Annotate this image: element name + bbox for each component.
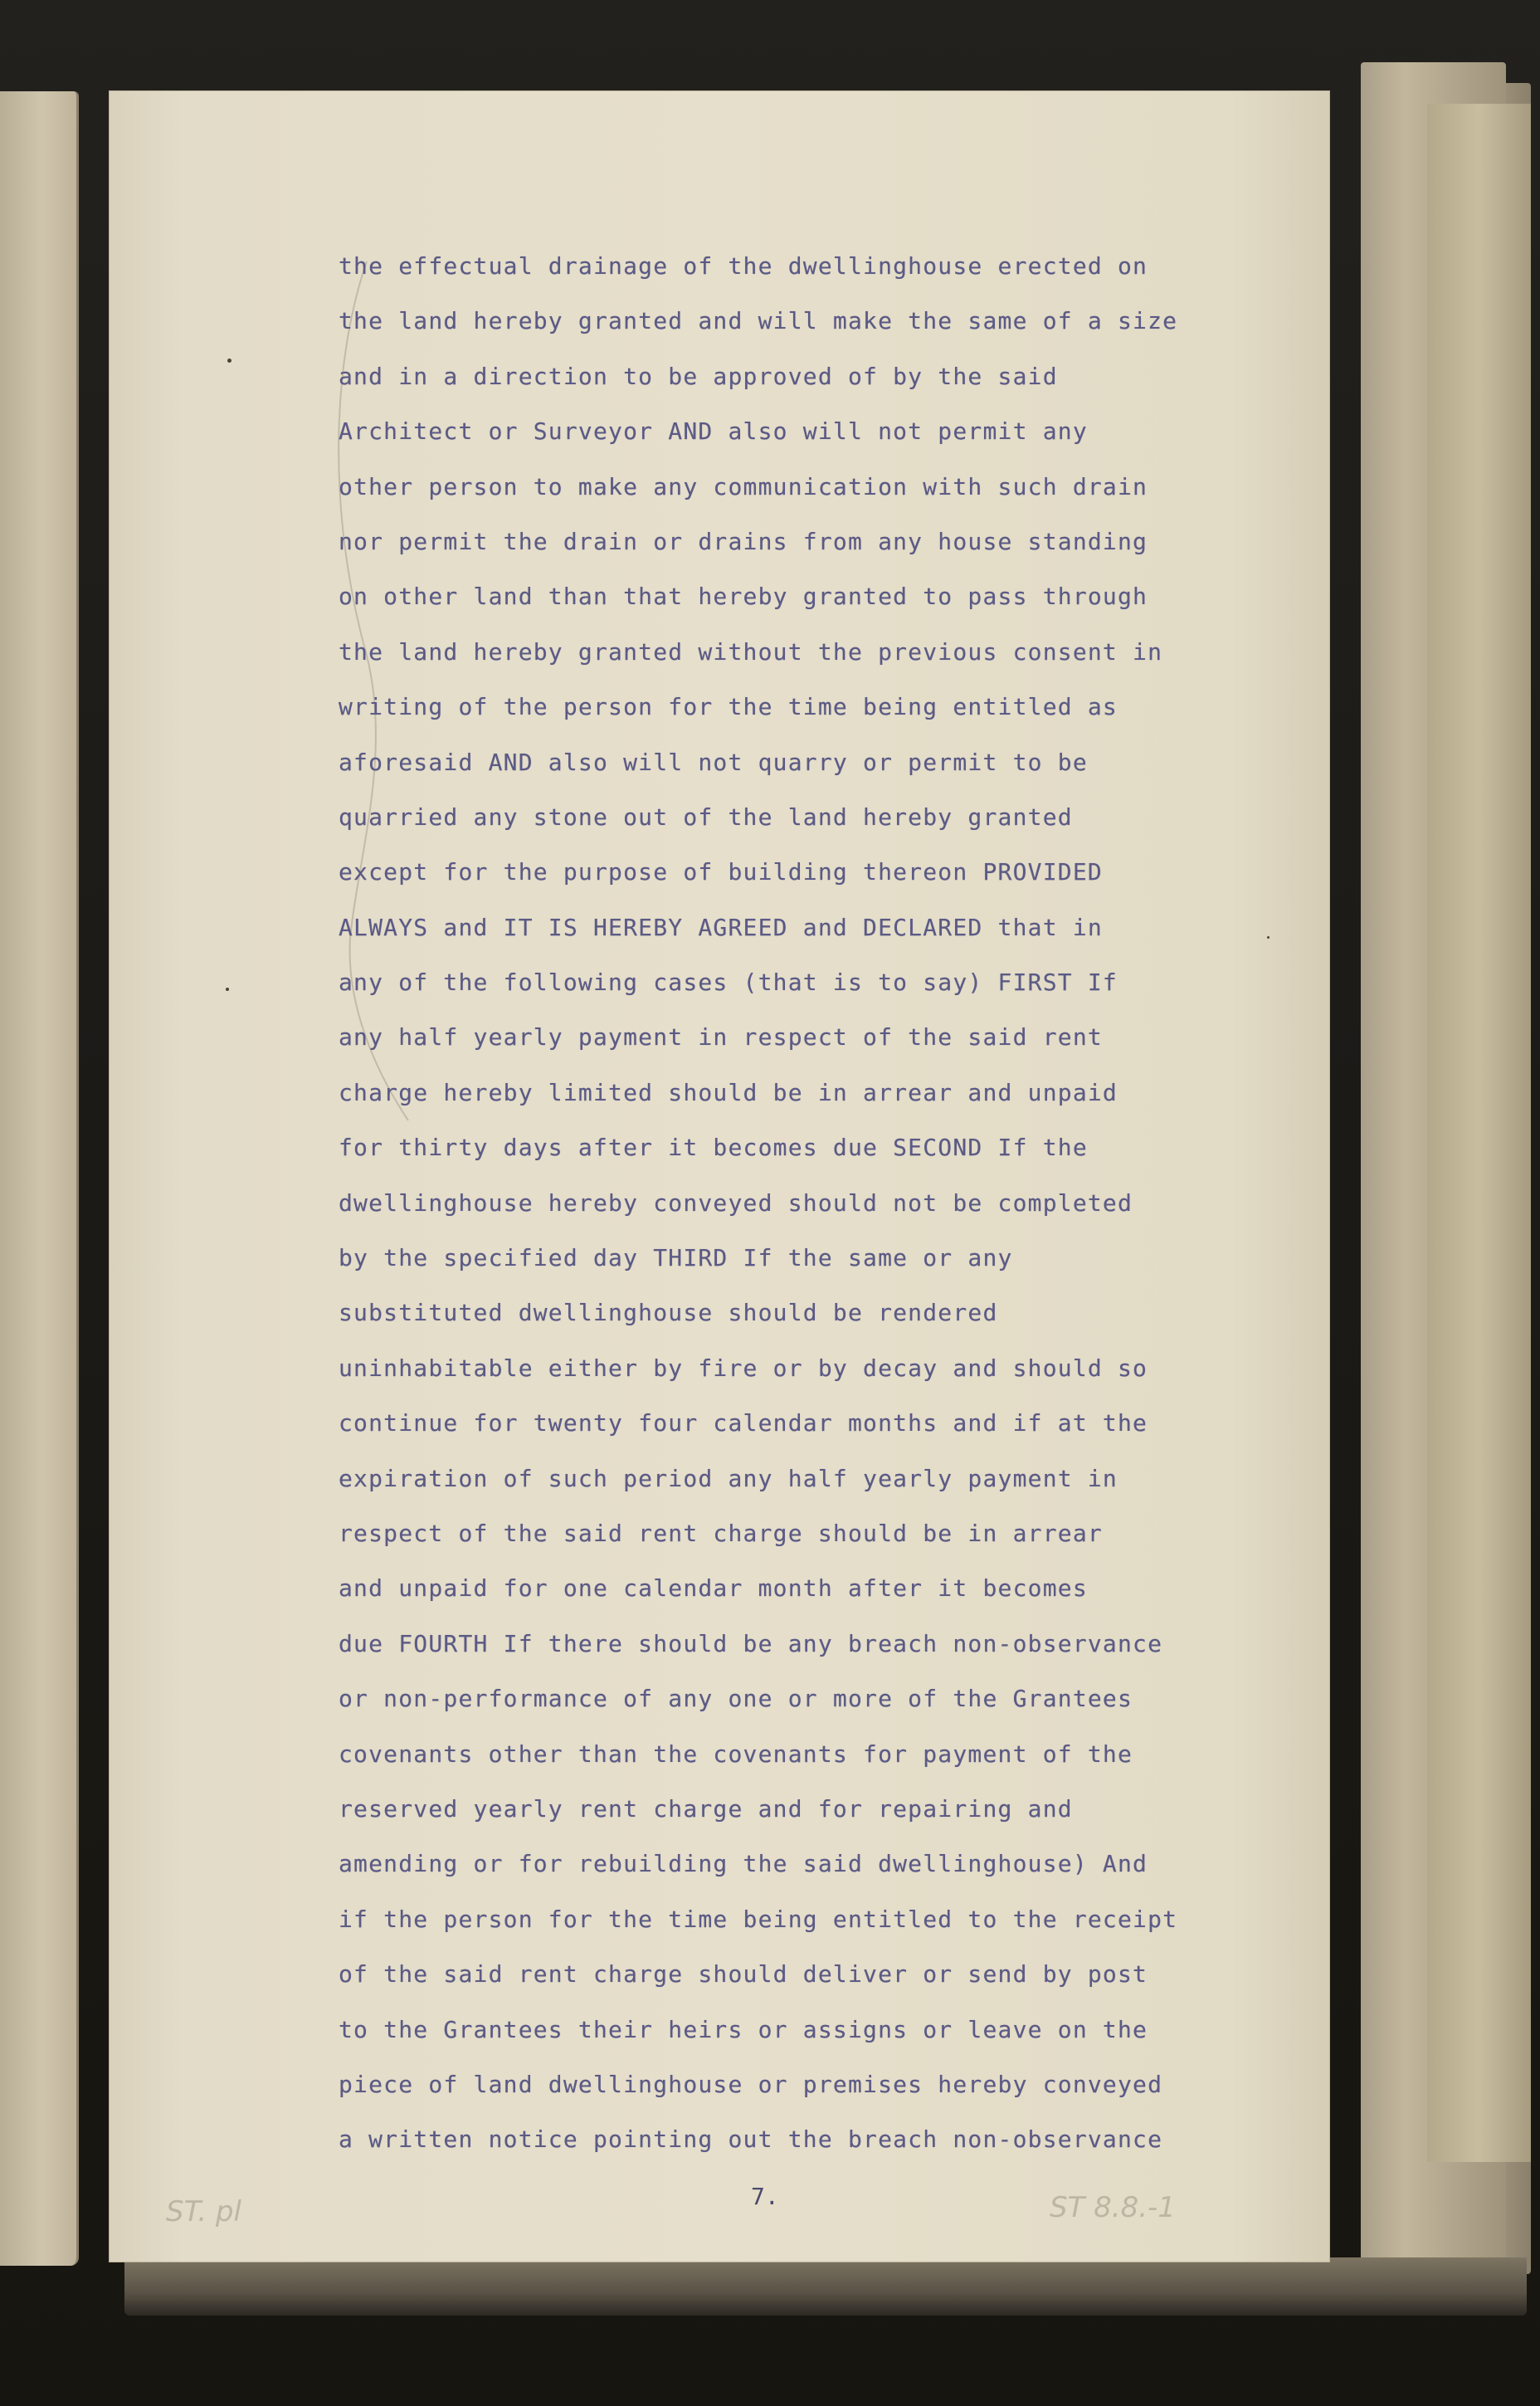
- ink-speck: [227, 359, 231, 363]
- text-line: substituted dwellinghouse should be rendered: [339, 1299, 998, 1327]
- ink-speck: [226, 988, 229, 991]
- text-line: quarried any stone out of the land hereby granted: [339, 803, 1073, 831]
- text-line: on other land than that hereby granted to pass through: [339, 583, 1148, 611]
- text-line: the land hereby granted without the previous consent in: [339, 637, 1163, 666]
- text-line: continue for twenty four calendar months and if at the: [339, 1409, 1148, 1437]
- text-line: a written notice pointing out the breach non-observance: [339, 2125, 1163, 2154]
- text-line: writing of the person for the time being entitled as: [339, 693, 1118, 721]
- text-line: charge hereby limited should be in arrear and unpaid: [339, 1078, 1118, 1106]
- page-stack-edge-front: [1427, 104, 1531, 2162]
- text-line: if the person for the time being entitled to the receipt: [339, 1905, 1178, 1933]
- text-line: amending or for rebuilding the said dwellinghouse) And: [339, 1850, 1148, 1878]
- text-line: other person to make any communication with such drain: [339, 472, 1148, 500]
- text-line: any half yearly payment in respect of the said rent: [339, 1023, 1103, 1052]
- text-line: or non-performance of any one or more of the Grantees: [339, 1685, 1133, 1713]
- text-line: the effectual drainage of the dwellinghouse erected on: [339, 252, 1148, 280]
- page-number: 7.: [751, 2183, 779, 2210]
- text-line: any of the following cases (that is to say) FIRST If: [339, 969, 1118, 997]
- left-facing-page: [0, 91, 79, 2266]
- text-line: uninhabitable either by fire or by decay and should so: [339, 1354, 1148, 1382]
- text-line: reserved yearly rent charge and for repairing and: [339, 1794, 1073, 1823]
- text-line: piece of land dwellinghouse or premises hereby conveyed: [339, 2070, 1163, 2098]
- text-line: respect of the said rent charge should be in arrear: [339, 1519, 1103, 1547]
- text-line: nor permit the drain or drains from any house standing: [339, 527, 1148, 555]
- text-line: for thirty days after it becomes due SECOND If the: [339, 1134, 1088, 1162]
- text-line: ALWAYS and IT IS HEREBY AGREED and DECLARED that in: [339, 913, 1103, 941]
- text-line: to the Grantees their heirs or assigns or leave on the: [339, 2015, 1148, 2043]
- text-line: aforesaid AND also will not quarry or permit to be: [339, 748, 1088, 776]
- pencil-annotation-left: ST. pl: [166, 2195, 241, 2228]
- text-line: and in a direction to be approved of by the said: [339, 362, 1058, 390]
- text-line: Architect or Surveyor AND also will not permit any: [339, 417, 1088, 446]
- text-line: expiration of such period any half yearly payment in: [339, 1464, 1118, 1492]
- typed-text-body: [339, 239, 1301, 2168]
- text-line: the land hereby granted and will make the same of a size: [339, 307, 1178, 335]
- text-line: by the specified day THIRD If the same or any: [339, 1244, 1013, 1272]
- text-line: dwellinghouse hereby conveyed should not be completed: [339, 1188, 1133, 1217]
- text-line: and unpaid for one calendar month after it becomes: [339, 1574, 1088, 1603]
- text-line: covenants other than the covenants for payment of the: [339, 1740, 1133, 1768]
- pencil-annotation-right: ST 8.8.-1: [1050, 2191, 1176, 2224]
- book-bottom-edge: [124, 2257, 1527, 2316]
- text-line: except for the purpose of building thereon PROVIDED: [339, 858, 1103, 886]
- text-line: of the said rent charge should deliver or send by post: [339, 1960, 1148, 1989]
- text-line: due FOURTH If there should be any breach non-observance: [339, 1629, 1163, 1657]
